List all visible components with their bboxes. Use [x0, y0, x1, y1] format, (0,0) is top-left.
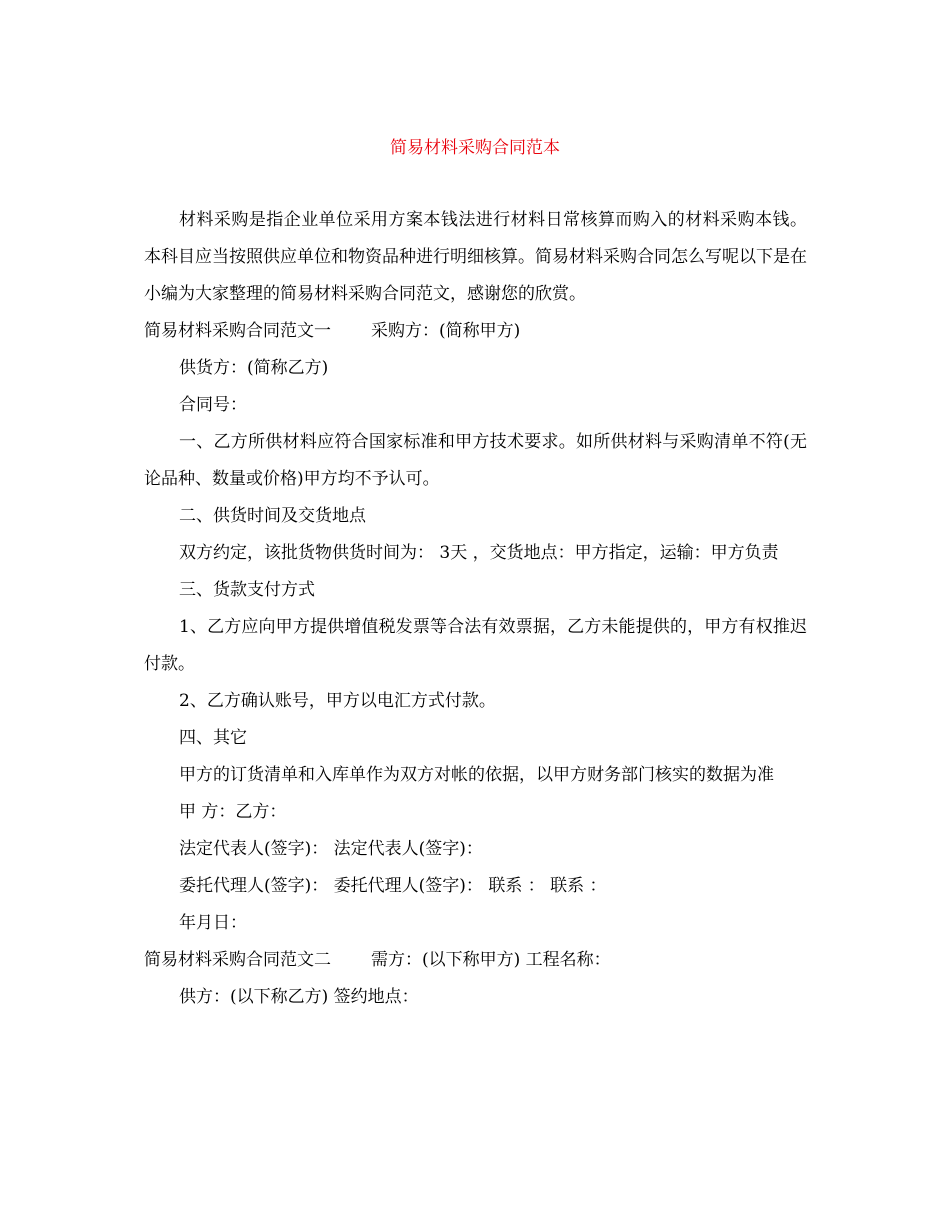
buyer-line: 采购方：(简称甲方): [371, 321, 521, 341]
date-line: 年月日：: [179, 913, 247, 933]
supplier-line: 供货方：(简称乙方): [179, 358, 329, 378]
sample1-heading: 简易材料采购合同范文一: [144, 321, 331, 341]
clause-3-item-1: 1、乙方应向甲方提供增值税发票等合法有效票据，乙方未能提供的，甲方有权推迟付款。: [144, 617, 807, 674]
clause-4-title: 四、其它: [179, 728, 247, 748]
sample2-heading-line: [144, 942, 807, 979]
clause-3-item-2: 2、乙方确认账号，甲方以电汇方式付款。: [179, 691, 496, 711]
document-body: [144, 202, 807, 1016]
sample1-heading-line: [144, 313, 807, 350]
clause-2-body: 双方约定，该批货物供货时间为： 3天 ，交货地点：甲方指定，运输：甲方负责: [179, 543, 779, 563]
clause-2-title: 二、供货时间及交货地点: [179, 506, 366, 526]
parties-line: 甲 方：乙方：: [179, 802, 287, 822]
demander-line: 需方：(以下称甲方) 工程名称：: [371, 950, 611, 970]
sample2-heading: 简易材料采购合同范文二: [144, 950, 331, 970]
clause-1: 一、乙方所供材料应符合国家标准和甲方技术要求。如所供材料与采购清单不符(无论品种、数量或价格)甲方均不予认可。: [144, 432, 807, 489]
clause-4-body: 甲方的订货清单和入库单作为双方对帐的依据，以甲方财务部门核实的数据为准: [179, 765, 774, 785]
legal-representative-line: 法定代表人(签字)： 法定代表人(签字)：: [179, 839, 483, 859]
document-title: 简易材料采购合同范本: [390, 138, 560, 158]
clause-3-title: 三、货款支付方式: [179, 580, 315, 600]
sample2-supplier-line: 供方：(以下称乙方) 签约地点：: [179, 987, 419, 1007]
agent-line: 委托代理人(签字)： 委托代理人(签字)： 联系 ： 联系 ：: [179, 876, 607, 896]
contract-number-line: 合同号：: [179, 395, 247, 415]
intro-paragraph: 材料采购是指企业单位采用方案本钱法进行材料日常核算而购入的材料采购本钱。本科目应当按照供应单位和物资品种进行明细核算。简易材料采购合同怎么写呢以下是在小编为大家整理的简易材料采购合同范文，感谢您的欣赏。: [144, 210, 807, 304]
